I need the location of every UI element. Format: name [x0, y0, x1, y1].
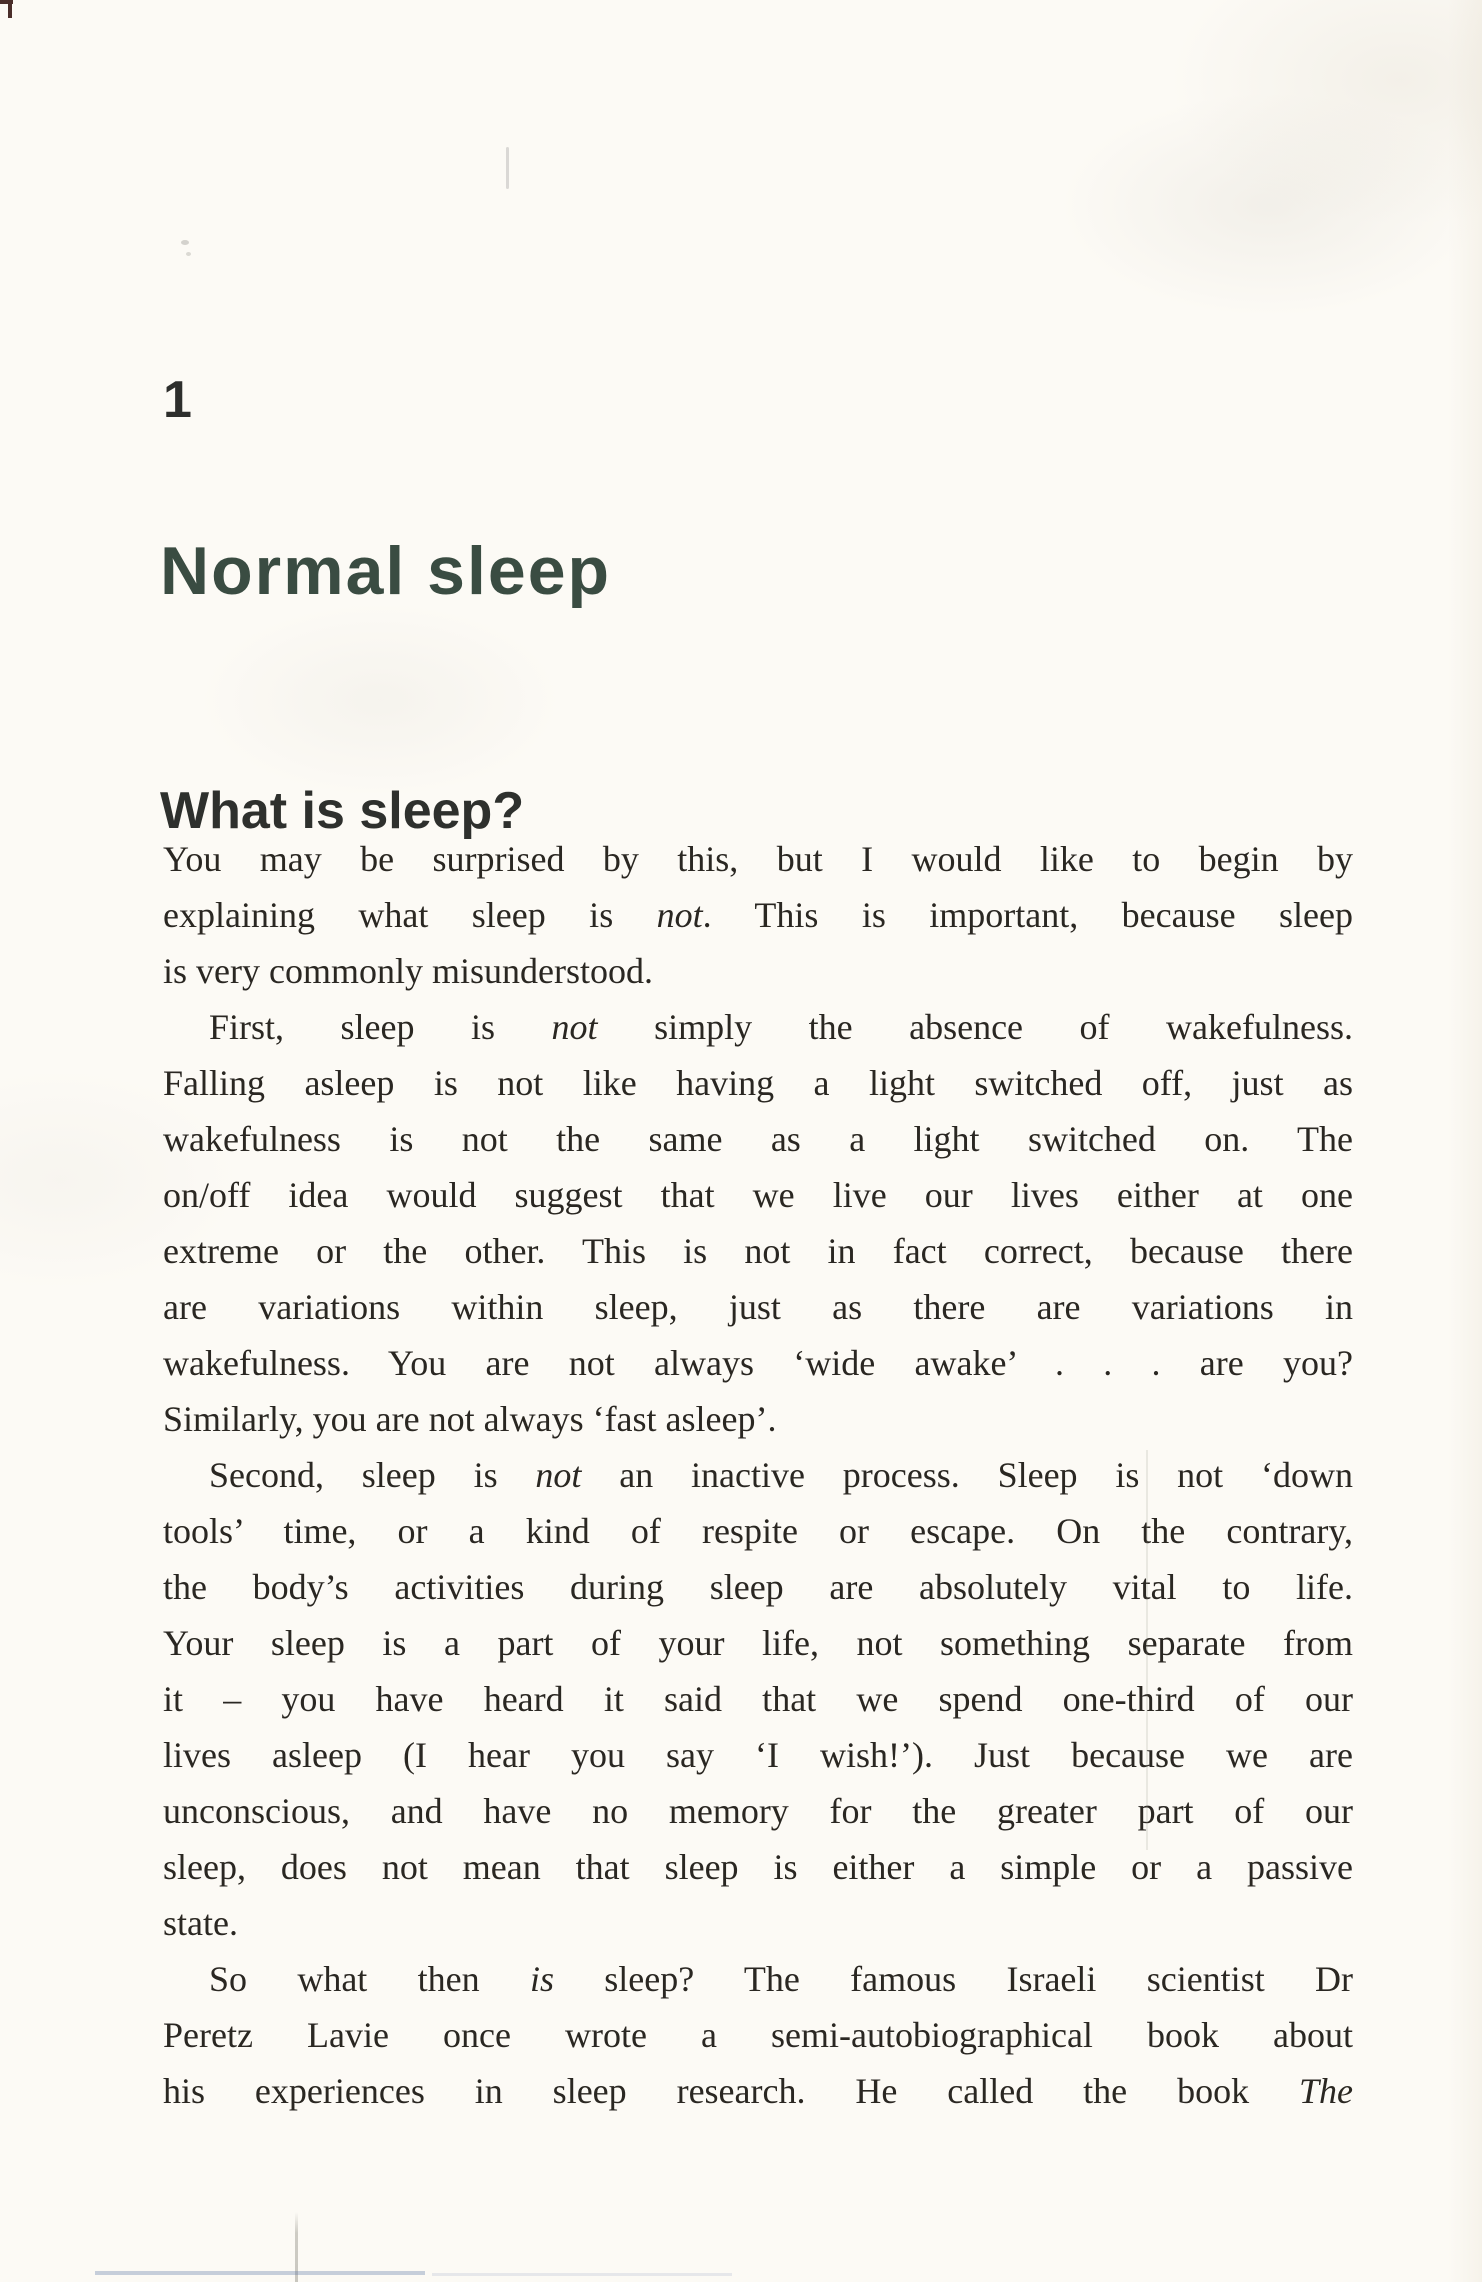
scan-artifact-stroke: [506, 147, 509, 189]
body-run-italic: not: [535, 1455, 582, 1495]
body-run: First, sleep is: [209, 1007, 552, 1047]
body-run: the body’s activities during sleep are absolutely vital to life.: [163, 1567, 1353, 1607]
body-line: [163, 1727, 1353, 1783]
body-text: [163, 831, 1353, 2119]
body-line: [163, 1055, 1353, 1111]
body-line: [163, 943, 1353, 999]
section-heading: What is sleep?: [160, 782, 525, 841]
body-run: So what then: [209, 1959, 530, 1999]
body-run: explaining what sleep is: [163, 895, 657, 935]
body-run: tools’ time, or a kind of respite or escape. On the contrary,: [163, 1511, 1353, 1551]
body-run: simply the absence of wakefulness.: [597, 1007, 1353, 1047]
chapter-title: Normal sleep: [160, 532, 612, 609]
body-line: [163, 887, 1353, 943]
body-line: [163, 1615, 1353, 1671]
scan-crease: [1146, 1450, 1148, 1850]
body-run: Second, sleep is: [209, 1455, 536, 1495]
body-line: [163, 1111, 1353, 1167]
body-run: on/off idea would suggest that we live our lives either at one: [163, 1175, 1353, 1215]
body-run-italic: The: [1299, 2071, 1353, 2111]
body-line: [163, 999, 1353, 1055]
body-line: [163, 2063, 1353, 2119]
body-line: [163, 1839, 1353, 1895]
body-run: wakefulness. You are not always ‘wide awake’ . . . are you?: [163, 1343, 1353, 1383]
body-line: [163, 1391, 1353, 1447]
body-run: lives asleep (I hear you say ‘I wish!’). Just because we are: [163, 1735, 1353, 1775]
body-run: You may be surprised by this, but I would like to begin by: [163, 839, 1353, 879]
body-run: sleep? The famous Israeli scientist Dr: [553, 1959, 1353, 1999]
body-run: is very commonly misunderstood.: [163, 951, 653, 991]
body-line: [163, 1167, 1353, 1223]
body-run: wakefulness is not the same as a light switched on. The: [163, 1119, 1353, 1159]
body-line: [163, 1503, 1353, 1559]
body-run: Peretz Lavie once wrote a semi-autobiographical book about: [163, 2015, 1353, 2055]
body-line: [163, 1559, 1353, 1615]
scan-corner-mark-vertical: [8, 0, 12, 18]
body-run-italic: not: [551, 1007, 598, 1047]
scan-speckle: [181, 240, 189, 245]
chapter-number: 1: [163, 371, 192, 429]
body-run: are variations within sleep, just as there are variations in: [163, 1287, 1353, 1327]
body-run: Falling asleep is not like having a light switched off, just as: [163, 1063, 1353, 1103]
body-run: Your sleep is a part of your life, not something separate from: [163, 1623, 1353, 1663]
body-run: sleep, does not mean that sleep is either a simple or a passive: [163, 1847, 1353, 1887]
body-line: [163, 1895, 1353, 1951]
body-run: extreme or the other. This is not in fact correct, because there: [163, 1231, 1353, 1271]
body-line: [163, 1671, 1353, 1727]
body-run-italic: is: [529, 1959, 554, 1999]
body-line: [163, 1279, 1353, 1335]
body-run: an inactive process. Sleep is not ‘down: [581, 1455, 1353, 1495]
body-line: [163, 2007, 1353, 2063]
body-line: [163, 1951, 1353, 2007]
scan-edge-line: [432, 2273, 732, 2276]
body-run: his experiences in sleep research. He called the book: [163, 2071, 1299, 2111]
body-line: [163, 1223, 1353, 1279]
body-line: [163, 1447, 1353, 1503]
body-run-italic: not: [656, 895, 703, 935]
body-run: Similarly, you are not always ‘fast asleep’.: [163, 1399, 777, 1439]
body-run: state.: [163, 1903, 238, 1943]
body-run: it – you have heard it said that we spend one-third of our: [163, 1679, 1353, 1719]
scan-speckle: [186, 252, 191, 256]
body-line: [163, 831, 1353, 887]
body-run: . This is important, because sleep: [702, 895, 1353, 935]
scan-edge-line: [95, 2271, 425, 2275]
body-run: unconscious, and have no memory for the greater part of our: [163, 1791, 1353, 1831]
body-line: [163, 1783, 1353, 1839]
body-line: [163, 1335, 1353, 1391]
